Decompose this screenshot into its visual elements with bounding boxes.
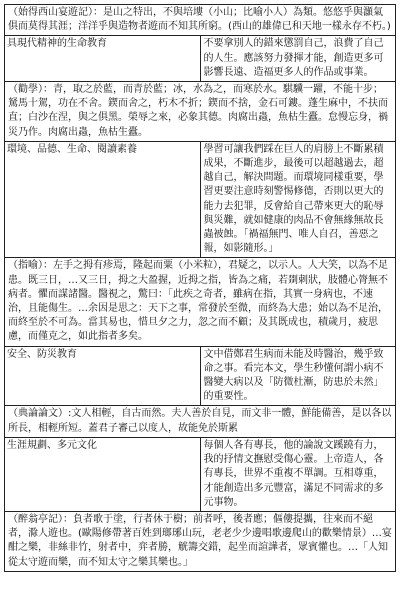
table-row	[5, 346, 396, 406]
text-cell	[200, 437, 396, 511]
table-row	[5, 82, 396, 142]
commentary-text: 不要拿別人的錯來懲罰自己，浪費了自己的人生。應該努力發揮才能，創造更多可影響長遠、造福更多人的作品或事業。	[203, 38, 384, 78]
commentary-text: 每個人各有專長，他的論說文蹊蹺有力，我的抒情文撫慰受傷心靈。上帝造人，各有專長，世界不重複不單調。互相尊重，才能創造出多元豐富，滿足不同需求的多元事物。	[203, 439, 384, 508]
text-cell	[200, 36, 396, 82]
text-cell	[5, 511, 396, 571]
text-cell	[5, 82, 396, 142]
content-table	[4, 4, 396, 572]
label-cell	[5, 346, 201, 406]
table-row	[5, 5, 396, 36]
label-cell	[5, 141, 201, 258]
table-row	[5, 406, 396, 437]
document-sheet	[4, 4, 396, 572]
commentary-text: 文中借鄭君生病而未能及時醫治，幾乎致命之事。看完本文，學生秒懂何謂小病不醫變大病以及「防微杜漸，防患於未然」的重要性。	[203, 348, 384, 403]
label-cell	[5, 36, 201, 82]
text-cell	[5, 258, 396, 346]
passage-text: （醉翁亭記）：負者歌于塗，行者休于樹；前者呼，後者應；傴僂提攜，往來而不絕者，滁人遊也。(歐陽修帶著百姓到瑯琊山玩，老老少少邊唱歌邊爬山的歡樂情景）…宴酣之樂，非絲非竹，射者中，弈者勝，觥籌交錯，起坐而諠譁者，眾賓懽也。…「人知從太守遊而樂，而不知太守之樂其樂也。」	[8, 513, 392, 568]
label-cell	[5, 437, 201, 511]
passage-text: （指喻）：左手之拇有疹焉，隆起而粟（小米粒），君疑之，以示人。人大笑，以為不足患。既三日，…又三日，拇之大盈握，近拇之指，皆為之痛，若剟刺狀，肢體心膂無不病者。懼而謀諸醫。醫視之，驚曰：「此疾之奇者，雖病在指，其實一身病也，不速治，且能傷生。…余因是思之：天下之事，常發於至微，而終為大患；始以為不足治，而終至於不可為。當其易也，惜旦夕之力，忽之而不顧；及其既成也，積歲月，疲思慮，而僅克之，如此指者多矣。	[8, 260, 388, 343]
table-row	[5, 437, 396, 511]
text-cell	[5, 406, 396, 437]
text-cell	[200, 141, 396, 258]
commentary-text: 學習可讓我們踩在巨人的肩膀上不斷累積成果，不斷進步，最後可以超越過去，超越自己，解決問題。而環境同樣重要，學習更要注意時刻警惕修德，否則以更大的能力去犯罪，反會給自己帶來更大的恥辱與災難，就如健康的肉品不會無緣無故長蟲被蝕。「禍福無門、唯人自召，善惡之報，如影隨形。」	[203, 143, 384, 255]
text-cell	[200, 346, 396, 406]
passage-text: （勸學）：青，取之於藍，而青於藍；冰，水為之，而寒於水。騏驥一躍，不能十步；駑馬十駕，功在不舍。鍥而舍之，朽木不折；鍥而不捨，金石可鏤。蓬生麻中，不扶而直；白沙在涅，與之俱黑。榮辱之來，必象其德。肉腐出蟲，魚枯生蠹。怠慢忘身，禍災乃作。肉腐出蟲，魚枯生蠹。	[8, 84, 388, 138]
row-label: 環境、品德、生命、閱讀素養	[7, 143, 137, 155]
passage-text: （典論論文）:文人相輕，自古而然。夫人善於自見，而文非一體，鮮能備善，是以各以所長，相輕所短。蓋君子審己以度人，故能免於斯累	[8, 408, 392, 434]
row-label: 具現代精神的生命教育	[7, 38, 107, 50]
row-label: 安全、防災教育	[7, 348, 77, 360]
passage-text: （始得西山宴遊記）：是山之特出，不與培塿（小山；比喻小人）為類。悠悠乎與灝氣俱而莫得其涯；洋洋乎與造物者遊而不知其所窮。(西山的雄偉已和天地一樣永存不朽。)	[8, 7, 391, 33]
table-row	[5, 258, 396, 346]
row-label: 生涯規劃、多元文化	[7, 439, 97, 451]
table-row	[5, 511, 396, 571]
text-cell	[5, 5, 396, 36]
table-row	[5, 36, 396, 82]
table-row	[5, 141, 396, 258]
